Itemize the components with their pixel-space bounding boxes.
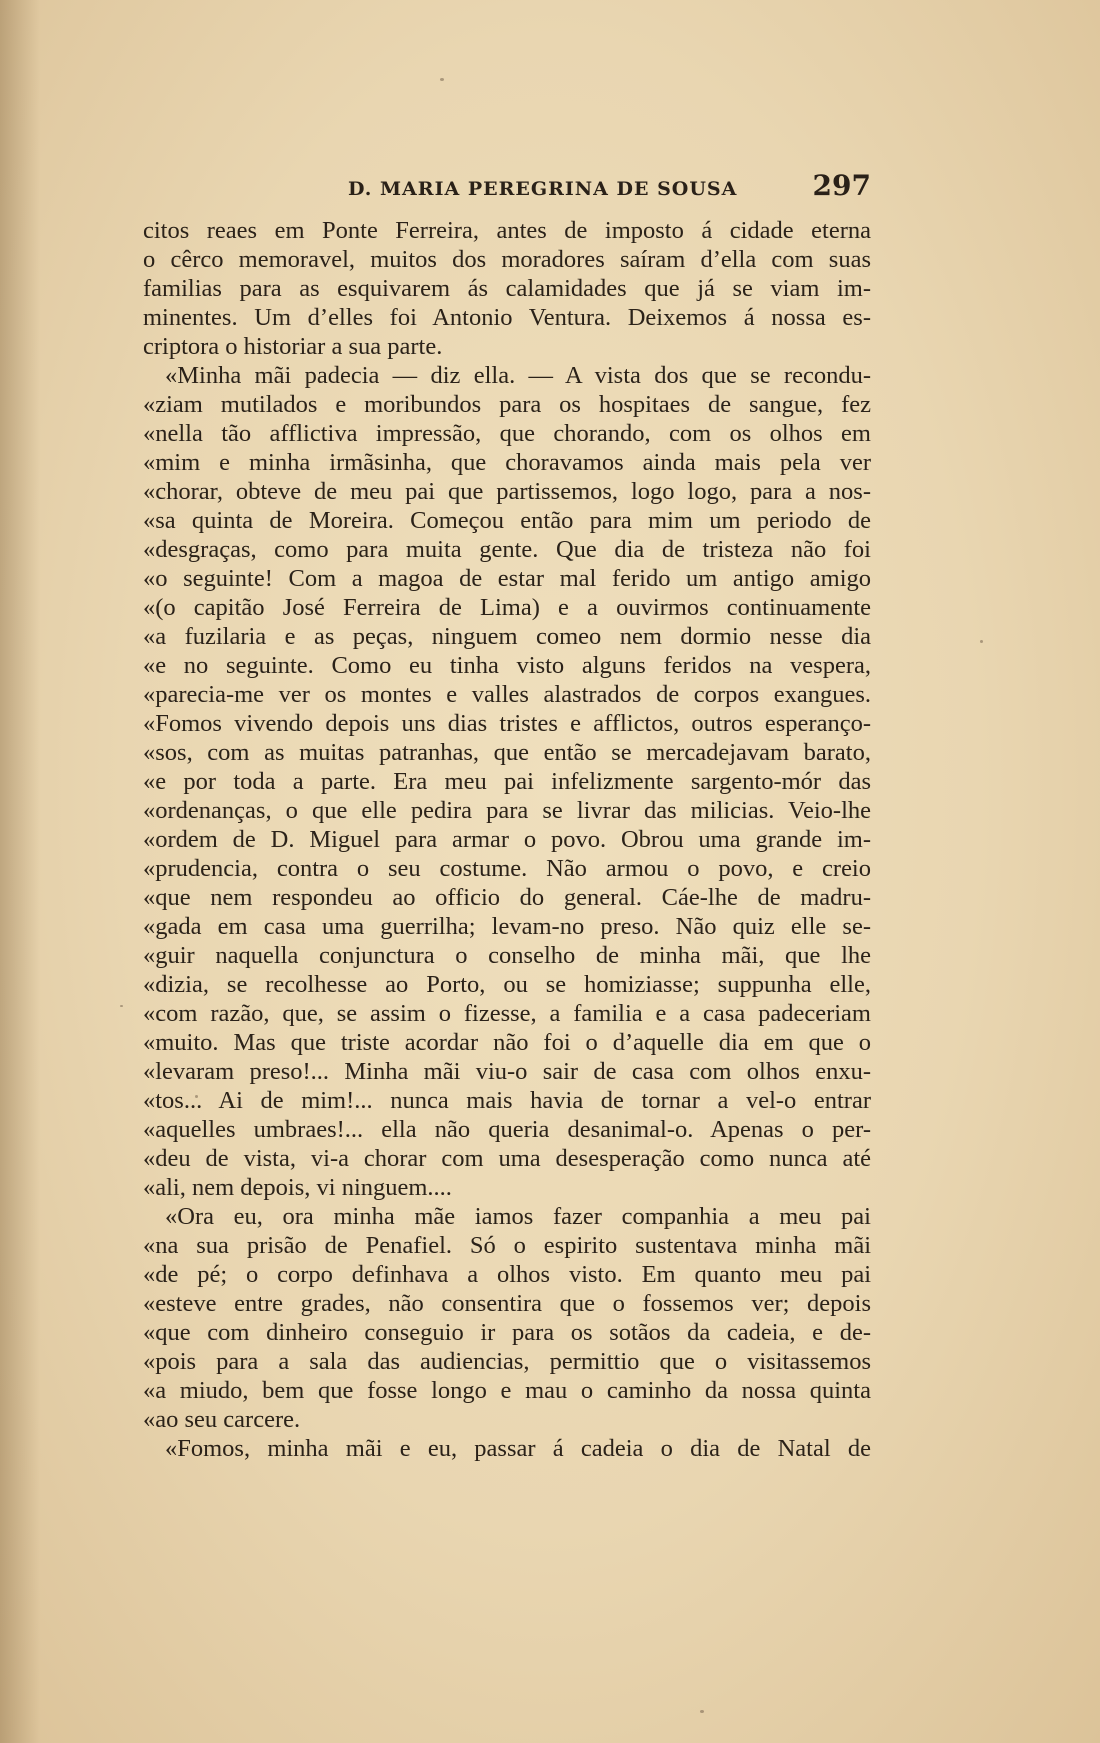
text-line: «e por toda a parte. Era meu pai infelizmente sargento-mór das bbox=[143, 768, 871, 795]
text-line: «a miudo, bem que fosse longo e mau o caminho da nossa quinta bbox=[143, 1377, 871, 1404]
text-line: «sos, com as muitas patranhas, que então se mercadejavam barato, bbox=[143, 739, 871, 766]
text-line: familias para as esquivarem ás calamidades que já se viam im- bbox=[143, 275, 871, 302]
text-line: «chorar, obteve de meu pai que partissemos, logo logo, para a nos- bbox=[143, 478, 871, 505]
text-line: «muito. Mas que triste acordar não foi o d’aquelle dia em que o bbox=[143, 1029, 871, 1056]
paper-speck bbox=[980, 640, 983, 643]
text-line: «gada em casa uma guerrilha; levam-no preso. Não quiz elle se- bbox=[143, 913, 871, 940]
text-line: «prudencia, contra o seu costume. Não armou o povo, e creio bbox=[143, 855, 871, 882]
text-line: «ao seu carcere. bbox=[143, 1406, 301, 1433]
text-line: «Minha mãi padecia — diz ella. — A vista dos que se recondu- bbox=[165, 362, 871, 389]
text-line: «ali, nem depois, vi ninguem.... bbox=[143, 1174, 452, 1201]
paper-speck bbox=[120, 1005, 123, 1007]
text-line: «esteve entre grades, não consentira que o fossemos ver; depois bbox=[143, 1290, 871, 1317]
text-line: «Ora eu, ora minha mãe iamos fazer companhia a meu pai bbox=[165, 1203, 871, 1230]
text-line: «dizia, se recolhesse ao Porto, ou se homiziasse; suppunha elle, bbox=[143, 971, 871, 998]
text-line: «(o capitão José Ferreira de Lima) e a ouvirmos continuamente bbox=[143, 594, 871, 621]
text-line: o cêrco memoravel, muitos dos moradores saíram d’ella com suas bbox=[143, 246, 871, 273]
text-line: citos reaes em Ponte Ferreira, antes de imposto á cidade eterna bbox=[143, 217, 871, 244]
paper-speck bbox=[700, 1710, 704, 1713]
text-line: «pois para a sala das audiencias, permittio que o visitassemos bbox=[143, 1348, 871, 1375]
paper-speck bbox=[440, 78, 444, 81]
text-line: «de pé; o corpo definhava a olhos visto. Em quanto meu pai bbox=[143, 1261, 871, 1288]
text-line: criptora o historiar a sua parte. bbox=[143, 333, 443, 360]
text-line: «Fomos vivendo depois uns dias tristes e afflictos, outros esperanço- bbox=[143, 710, 871, 737]
text-line: «ordenanças, o que elle pedira para se livrar das milicias. Veio-lhe bbox=[143, 797, 871, 824]
text-line: «ordem de D. Miguel para armar o povo. Obrou uma grande im- bbox=[143, 826, 871, 853]
text-line: minentes. Um d’elles foi Antonio Ventura. Deixemos á nossa es- bbox=[143, 304, 871, 331]
text-line: «deu de vista, vi-a chorar com uma desesperação como nunca até bbox=[143, 1145, 871, 1172]
text-line: «com razão, que, se assim o fizesse, a familia e a casa padeceriam bbox=[143, 1000, 871, 1027]
text-line: «nella tão afflictiva impressão, que chorando, com os olhos em bbox=[143, 420, 871, 447]
page-number: 297 bbox=[812, 169, 871, 202]
text-line: «tos... Ai de mim!... nunca mais havia de tornar a vel-o entrar bbox=[143, 1087, 871, 1114]
text-line: «a fuzilaria e as peças, ninguem comeo nem dormio nesse dia bbox=[143, 623, 871, 650]
body-text bbox=[143, 216, 871, 1463]
text-line: «na sua prisão de Penafiel. Só o espirito sustentava minha mãi bbox=[143, 1232, 871, 1259]
text-line: «e no seguinte. Como eu tinha visto alguns feridos na vespera, bbox=[143, 652, 871, 679]
text-line: «que nem respondeu ao officio do general. Cáe-lhe de madru- bbox=[143, 884, 871, 911]
page-edge-shadow bbox=[0, 0, 40, 1743]
page-header bbox=[143, 166, 871, 206]
text-line: «parecia-me ver os montes e valles alastrados de corpos exangues. bbox=[143, 681, 871, 708]
text-line: «que com dinheiro conseguio ir para os sotãos da cadeia, e de- bbox=[143, 1319, 871, 1346]
text-line: «mim e minha irmãsinha, que choravamos ainda mais pela ver bbox=[143, 449, 871, 476]
text-line: «guir naquella conjunctura o conselho de minha mãi, que lhe bbox=[143, 942, 871, 969]
text-line: «Fomos, minha mãi e eu, passar á cadeia o dia de Natal de bbox=[165, 1435, 871, 1462]
text-line: «ziam mutilados e moribundos para os hospitaes de sangue, fez bbox=[143, 391, 871, 418]
text-line: «desgraças, como para muita gente. Que dia de tristeza não foi bbox=[143, 536, 871, 563]
text-line: «levaram preso!... Minha mãi viu-o sair de casa com olhos enxu- bbox=[143, 1058, 871, 1085]
text-line: «o seguinte! Com a magoa de estar mal ferido um antigo amigo bbox=[143, 565, 871, 592]
text-line: «aquelles umbraes!... ella não queria desanimal-o. Apenas o per- bbox=[143, 1116, 871, 1143]
text-line: «sa quinta de Moreira. Começou então para mim um periodo de bbox=[143, 507, 871, 534]
running-head: D. MARIA PEREGRINA DE SOUSA bbox=[348, 178, 738, 200]
